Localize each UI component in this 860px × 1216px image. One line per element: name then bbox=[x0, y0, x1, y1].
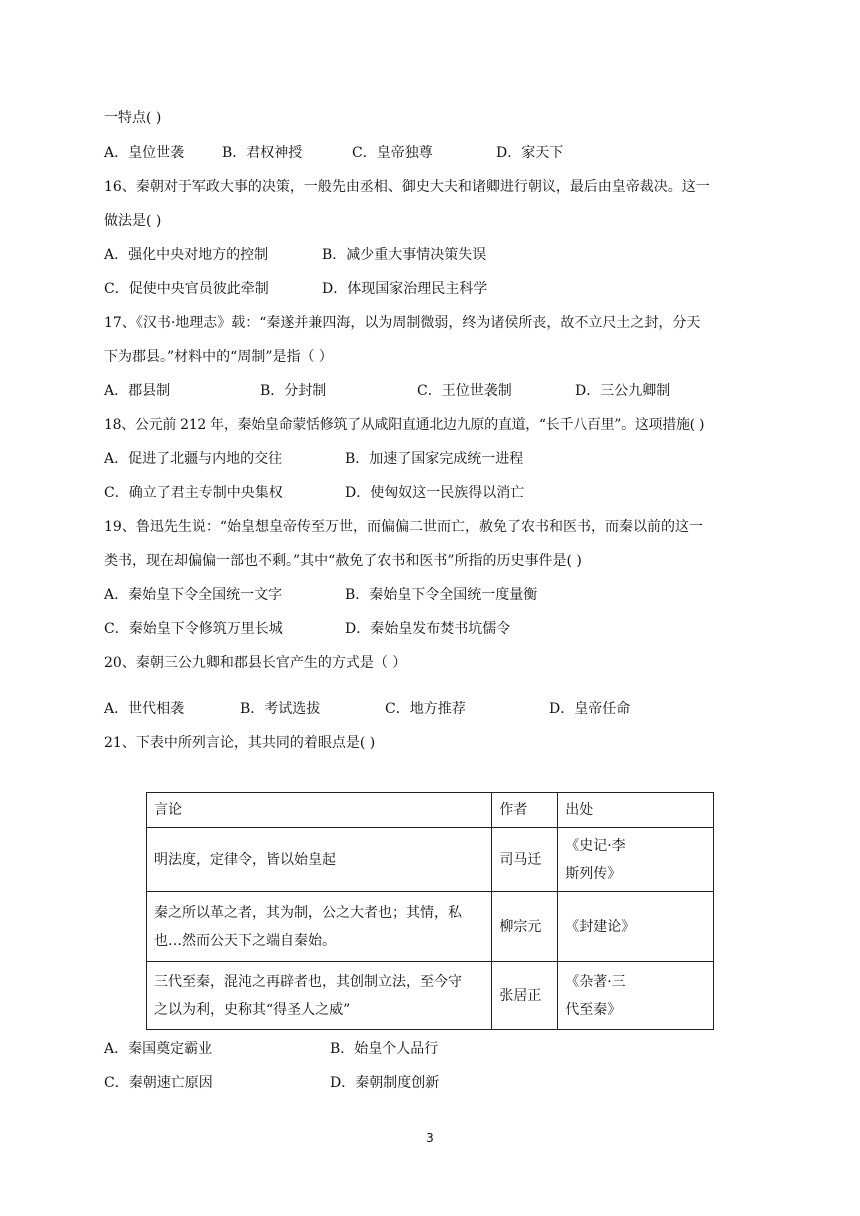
source-line: 《杂著·三 bbox=[565, 973, 626, 990]
q18-stem-line1: 18、公元前 212 年，秦始皇命蒙恬修筑了从咸阳直通北边九原的直道，“长千八百里”。这项措施( ) bbox=[104, 417, 705, 433]
quote-line: 也…然而公天下之端自秦始。 bbox=[154, 932, 336, 949]
quote-line: 之以为利，史称其“得圣人之威” bbox=[154, 1001, 351, 1018]
q21-option-b: B．始皇个人品行 bbox=[330, 1041, 439, 1057]
q17-option-c: C．王位世袭制 bbox=[417, 383, 512, 399]
header-quote: 言论 bbox=[147, 793, 492, 828]
source-line: 《史记·李 bbox=[565, 837, 626, 854]
q20-option-d: D．皇帝任命 bbox=[549, 701, 631, 717]
table-row bbox=[147, 892, 714, 962]
q17-stem-line1: 17、《汉书·地理志》载：“秦遂并兼四海，以为周制微弱，终为诸侯所丧，故不立尺土之封，分天 bbox=[104, 315, 701, 331]
quote-cell bbox=[147, 892, 492, 962]
quote-line: 明法度，定律令，皆以始皇起 bbox=[154, 851, 336, 868]
q20-stem-line1: 20、秦朝三公九卿和郡县长官产生的方式是（ ） bbox=[104, 655, 407, 671]
quote-line: 三代至秦，混沌之再辟者也，其创制立法，至今守 bbox=[154, 973, 462, 990]
q19-option-d: D．秦始皇发布焚书坑儒令 bbox=[345, 621, 511, 637]
source-cell bbox=[558, 892, 714, 962]
source-line: 斯列传》 bbox=[565, 865, 622, 882]
author-cell: 司马迁 bbox=[492, 828, 558, 892]
source-cell bbox=[558, 828, 714, 892]
q18-option-b: B．加速了国家完成统一进程 bbox=[345, 451, 524, 467]
q17-stem-line2: 下为郡县。”材料中的“周制”是指（ ） bbox=[104, 349, 333, 365]
table-row bbox=[147, 962, 714, 1030]
q16-stem-line1: 16、秦朝对于军政大事的决策，一般先由丞相、御史大夫和诸卿进行朝议，最后由皇帝裁决。这一 bbox=[104, 179, 710, 195]
q17-option-b: B．分封制 bbox=[260, 383, 327, 399]
q15-stem-tail: 一特点( ) bbox=[104, 110, 162, 126]
table-row bbox=[147, 828, 714, 892]
q19-stem-line2: 类书，现在却偏偏一部也不剩。”其中“赦免了农书和医书”所指的历史事件是( ) bbox=[104, 553, 582, 569]
q19-stem-line1: 19、鲁迅先生说：“始皇想皇帝传至万世，而偏偏二世而亡，赦免了农书和医书，而秦以前的这一 bbox=[104, 519, 703, 535]
q17-option-d: D．三公九卿制 bbox=[575, 383, 671, 399]
q15-option-c: C．皇帝独尊 bbox=[352, 145, 433, 161]
q15-option-d: D．家天下 bbox=[496, 145, 564, 161]
q15-option-b: B．君权神授 bbox=[222, 145, 303, 161]
q21-option-d: D．秦朝制度创新 bbox=[330, 1075, 440, 1091]
q20-option-a: A．世代相袭 bbox=[104, 701, 185, 717]
q15-option-a: A．皇位世袭 bbox=[104, 145, 185, 161]
q19-option-a: A．秦始皇下令全国统一文字 bbox=[104, 587, 283, 603]
q21-option-a: A．秦国奠定霸业 bbox=[104, 1041, 213, 1057]
header-author: 作者 bbox=[492, 793, 558, 828]
q16-option-b: B．减少重大事情决策失误 bbox=[322, 247, 487, 263]
q16-option-c: C．促使中央官员彼此牵制 bbox=[104, 281, 269, 297]
table-header-row bbox=[147, 793, 714, 828]
q20-option-b: B．考试选拔 bbox=[240, 701, 321, 717]
quote-cell bbox=[147, 962, 492, 1030]
header-source: 出处 bbox=[558, 793, 714, 828]
q17-option-a: A．郡县制 bbox=[104, 383, 171, 399]
page-number: 3 bbox=[426, 1131, 434, 1145]
quote-line: 秦之所以革之者，其为制，公之大者也；其情，私 bbox=[154, 904, 462, 921]
author-cell: 张居正 bbox=[492, 962, 558, 1030]
q16-option-a: A．强化中央对地方的控制 bbox=[104, 247, 269, 263]
q21-stem-line1: 21、下表中所列言论，其共同的着眼点是( ) bbox=[104, 735, 376, 751]
q18-option-d: D．使匈奴这一民族得以消亡 bbox=[345, 485, 525, 501]
q16-option-d: D．体现国家治理民主科学 bbox=[322, 281, 488, 297]
quotes-table bbox=[146, 792, 714, 1030]
author-cell: 柳宗元 bbox=[492, 892, 558, 962]
q20-option-c: C．地方推荐 bbox=[385, 701, 466, 717]
source-cell bbox=[558, 962, 714, 1030]
source-line: 《封建论》 bbox=[565, 918, 636, 935]
quote-cell bbox=[147, 828, 492, 892]
q19-option-b: B．秦始皇下令全国统一度量衡 bbox=[345, 587, 538, 603]
source-line: 代至秦》 bbox=[565, 1001, 622, 1018]
q19-option-c: C．秦始皇下令修筑万里长城 bbox=[104, 621, 283, 637]
q16-stem-line2: 做法是( ) bbox=[104, 213, 162, 229]
q18-option-a: A．促进了北疆与内地的交往 bbox=[104, 451, 283, 467]
q21-option-c: C．秦朝速亡原因 bbox=[104, 1075, 213, 1091]
q18-option-c: C．确立了君主专制中央集权 bbox=[104, 485, 283, 501]
